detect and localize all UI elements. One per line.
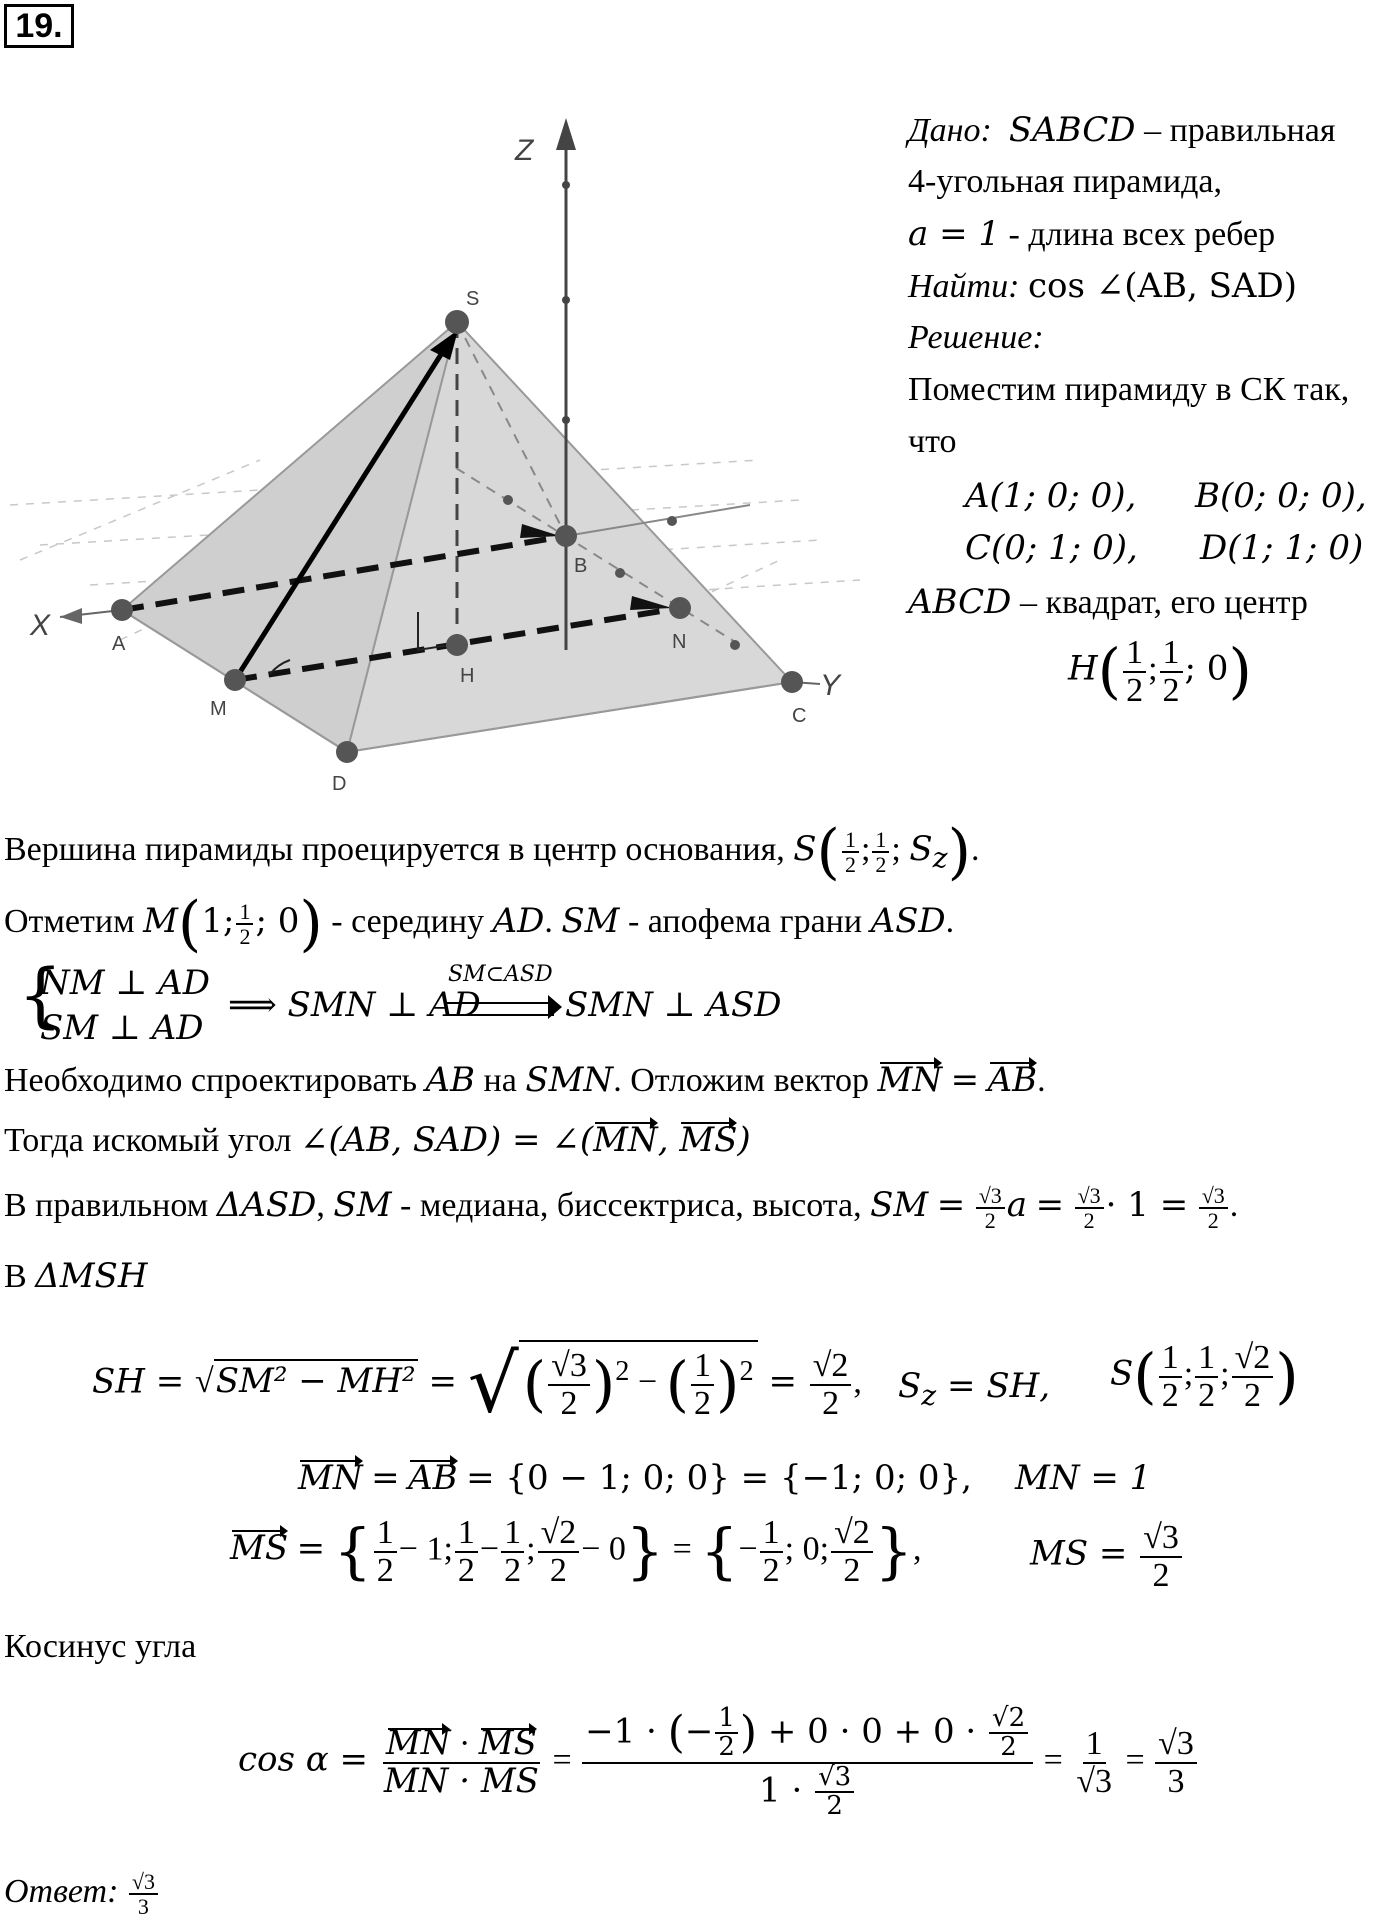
point-label-m: M	[210, 698, 227, 720]
projection-line: Необходимо спроектировать AB на SMN. Отложим вектор MN = AB.	[4, 1060, 1046, 1100]
coord-a: A(1; 0; 0),	[965, 476, 1137, 516]
length-mn: MN = 1	[1015, 1458, 1152, 1498]
square-line: ABCD – квадрат, его центр	[908, 582, 1308, 622]
point-label-a: A	[112, 633, 126, 655]
coord-d: D(1; 1; 0)	[1200, 528, 1364, 568]
answer-line: Ответ: $\frac{√3}{3}$	[4, 1870, 160, 1918]
angle-line: Тогда искомый угол ∠(AB, SAD) = ∠(MN, MS)	[4, 1120, 751, 1160]
point-label-s: S	[466, 288, 480, 310]
point-label-c: C	[792, 705, 807, 727]
problem-number: 19.	[4, 4, 74, 48]
point-label-d: D	[332, 773, 347, 795]
axis-label-z: Z	[515, 134, 534, 167]
system-result-2: SMN ⊥ ASD	[565, 985, 782, 1025]
sh-formula: SH = √SM² − MH² = √( $\frac{√3}{2}$ )$^2$ − ( $\frac{1}{2}$ )$^2$ = $\frac{√2}{2}$ ,	[92, 1337, 862, 1431]
cos-formula: cos α = $\frac{MN \cdot MS}{MN \cdot MS}$ = −1 · (− $\frac{1}{2}$ ) + 0 · 0 + 0 · $\frac{√2}{2}$ 1 · $\frac{√3}{2}$ = $\frac{1}{√3}$ = $\frac{√3}{3}$	[238, 1705, 1199, 1820]
solution-label: Решение:	[908, 319, 1044, 356]
s-coordinates: S( $\frac{1}{2}$ ; $\frac{1}{2}$ ; $\frac{√2}{2}$ )	[1110, 1339, 1299, 1414]
vector-mn-formula: MN = AB = {0 − 1; 0; 0} = {−1; 0; 0},	[298, 1458, 972, 1498]
median-line: В правильном ΔASD, SM - медиана, биссектриса, высота, SM = $\frac{√3}{2}$ a = $\frac{√3}{2}$ · 1 = $\frac{√3}{2}$ .	[4, 1183, 1239, 1234]
cosine-label: Косинус угла	[4, 1628, 197, 1665]
placement-line-1: Поместим пирамиду в СК так,	[908, 371, 1350, 408]
point-label-n: N	[672, 631, 687, 653]
center-h: H( $\frac{1}{2}$ ; $\frac{1}{2}$ ; 0)	[1068, 634, 1252, 709]
triangle-msh-line: В ΔMSH	[4, 1256, 148, 1296]
placement-line-2: что	[908, 423, 957, 460]
midpoint-m-line: Отметим M(1; $\frac{1}{2}$ ; 0) - середину AD. SM - апофема грани ASD.	[4, 889, 955, 960]
given-line-2: 4-угольная пирамида,	[908, 163, 1222, 200]
given-line-1: Дано: SABCD – правильная	[908, 110, 1336, 150]
axis-label-y: Y	[820, 669, 841, 702]
arrow-condition: SM⊂ASD	[448, 962, 553, 987]
point-label-b: B	[574, 555, 588, 577]
coord-c: C(0; 1; 0),	[965, 528, 1138, 568]
coord-b: B(0; 0; 0),	[1195, 476, 1367, 516]
long-arrow-head	[548, 995, 562, 1019]
long-arrow	[446, 1002, 554, 1016]
given-line-3: a = 1 - длина всех ребер	[908, 214, 1276, 254]
find-line: Найти: cos ∠(AB, SAD)	[908, 266, 1297, 306]
system-eq-1: NM ⊥ AD	[40, 963, 210, 1003]
vertex-projection-line: Вершина пирамиды проецируется в центр основания, S( $\frac{1}{2}$ ; $\frac{1}{2}$ ; $S_z$).	[4, 817, 980, 888]
sz-equals-sh: $S_z$ = SH,	[898, 1366, 1051, 1412]
vector-ms-formula: MS = { $\frac{1}{2}$ − 1; $\frac{1}{2}$ − $\frac{1}{2}$ ; $\frac{√2}{2}$ − 0} = {− $\frac{1}{2}$ ; 0; $\frac{√2}{2}$ },	[230, 1514, 922, 1589]
system-eq-2: SM ⊥ AD	[40, 1008, 204, 1048]
point-label-h: H	[460, 665, 475, 687]
length-ms: MS = $\frac{√3}{2}$	[1030, 1520, 1184, 1593]
system-result-1: ⟹ SMN ⊥ AD	[228, 985, 481, 1025]
pyramid-figure	[0, 90, 880, 810]
system-brace: {	[18, 954, 63, 1036]
axis-label-x: X	[30, 609, 51, 642]
